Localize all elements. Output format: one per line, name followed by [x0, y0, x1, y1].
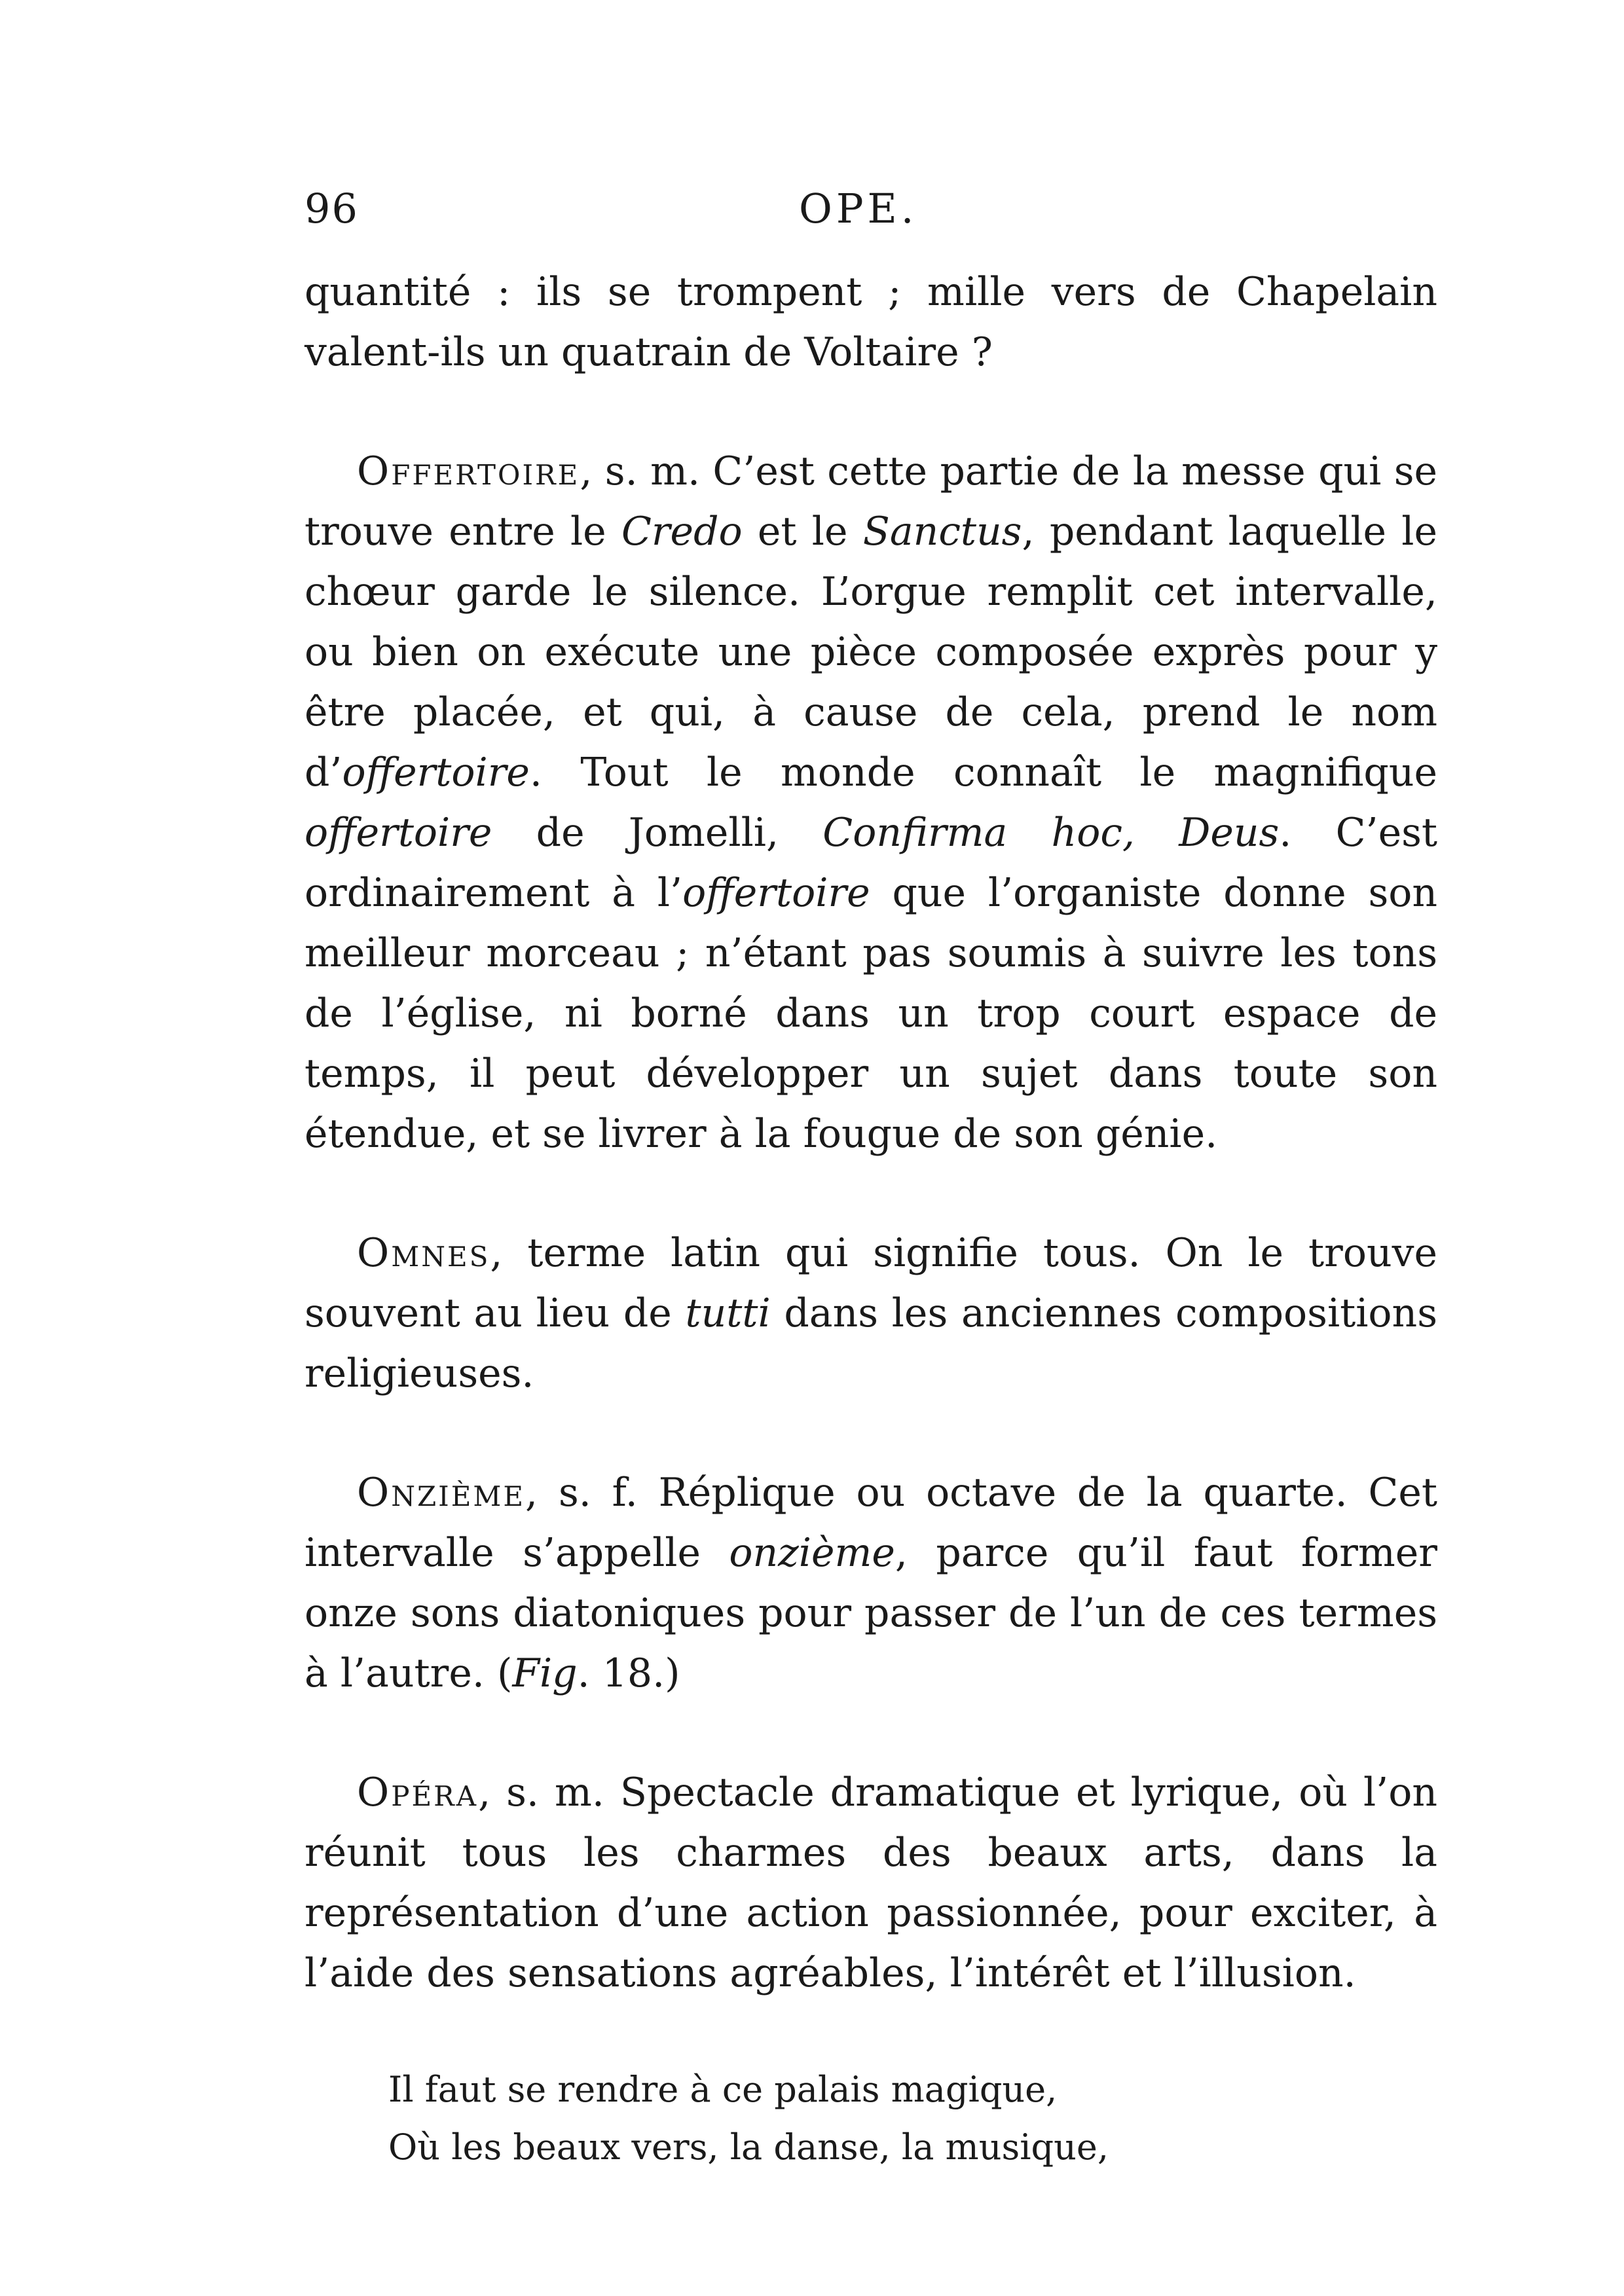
entry-text: , s. f. Réplique ou octave de la quarte. Cet intervalle s’appelle — [304, 1470, 1437, 1576]
entry-text: de Jomelli, — [492, 810, 823, 856]
entry-text: , s. m. C’est cette partie de la messe qui se trouve entre le — [304, 448, 1437, 555]
headword: Omnes — [357, 1230, 490, 1276]
italic-term: tutti — [685, 1290, 771, 1336]
headword: Opéra — [357, 1770, 479, 1815]
verse-line: Où les beaux vers, la danse, la musique, — [388, 2126, 1109, 2168]
verse-line: Il faut se rendre à ce palais magique, — [388, 2069, 1058, 2110]
entry-text: que l’organiste donne son meilleur morceau ; n’étant pas soumis à suivre les tons de l’église, ni borné dans un trop court espace de temps, il peut développer un sujet dans toute son étendue, et se livrer à la fougue de son génie. — [304, 870, 1438, 1157]
entry-text: et le — [742, 509, 863, 555]
body-text — [304, 262, 1437, 2176]
italic-term: offertoire — [342, 750, 530, 795]
italic-term: Sanctus — [862, 509, 1022, 555]
page-number: 96 — [304, 185, 359, 232]
headword: Offertoire — [357, 448, 580, 494]
italic-term: onzième — [729, 1530, 895, 1576]
entry-text: dans les anciennes compositions religieuses. — [304, 1290, 1437, 1396]
italic-term: Credo — [621, 509, 743, 555]
entry-text: , parce qu’il faut former onze sons diatoniques pour passer de l’un de ces termes à l’autre. ( — [304, 1530, 1437, 1696]
italic-term: Confirma hoc, Deus — [822, 810, 1280, 856]
headword: Onzième — [357, 1470, 526, 1516]
page-header — [304, 185, 1437, 244]
entry-text: , terme latin qui signifie tous. On le trouve souvent au lieu de — [304, 1230, 1437, 1336]
entry-text: . 18.) — [577, 1650, 680, 1696]
italic-term: offertoire — [682, 870, 870, 916]
verse-quote — [388, 2061, 1437, 2176]
continuation-paragraph: quantité : ils se trompent ; mille vers de Chapelain valent-ils un quatrain de Voltaire ? — [304, 269, 1437, 375]
entry-onzieme — [304, 1463, 1437, 1704]
italic-term: offertoire — [304, 810, 492, 856]
entry-text: . C’est ordinairement à l’ — [304, 810, 1437, 916]
entry-offertoire — [304, 441, 1437, 1164]
entry-text: , pendant laquelle le chœur garde le silence. L’orgue remplit cet intervalle, ou bien on exécute une pièce composée exprès pour y être placée, et qui, à cause de cela, prend le nom d’ — [304, 509, 1437, 795]
entry-text: . Tout le monde connaît le magnifique — [529, 750, 1437, 795]
entry-text: , s. m. Spectacle dramatique et lyrique, où l’on réunit tous les charmes des beaux arts, dans la représentation d’une action passionnée, pour exciter, à l’aide des sensations agréables, l’intérêt et l’illusion. — [304, 1770, 1437, 1996]
entry-opera — [304, 1762, 1437, 2003]
running-head: OPE. — [799, 185, 918, 232]
italic-term: Fig — [512, 1650, 578, 1696]
entry-omnes — [304, 1223, 1437, 1404]
